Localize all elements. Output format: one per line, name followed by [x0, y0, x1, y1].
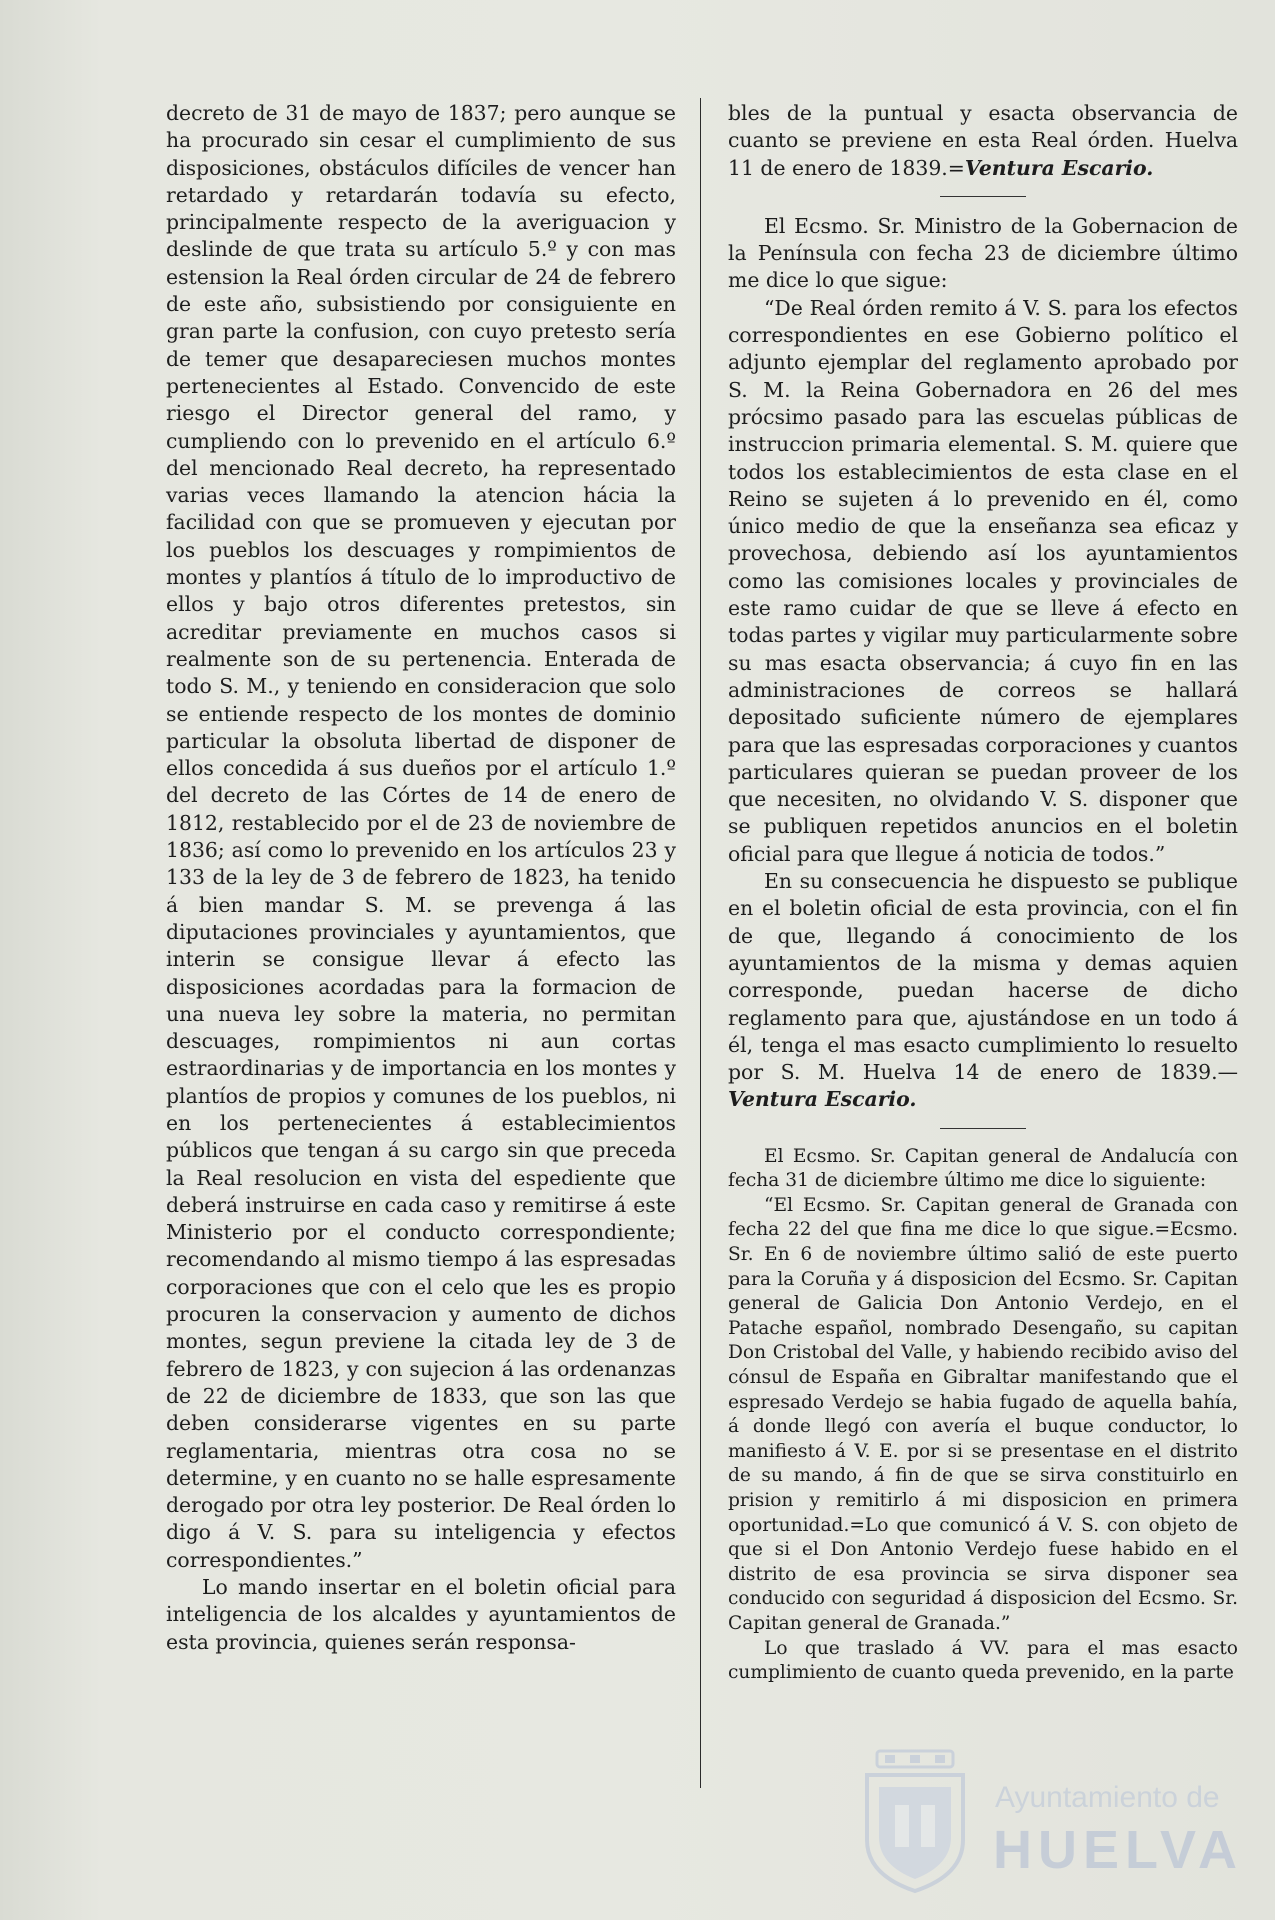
city-shield-icon: [855, 1745, 975, 1895]
left-paragraph-publication-order: Lo mando insertar en el boletin oficial para inteligencia de los alcaldes y ayuntamientos de esta provincia, quienes serán responsa-: [166, 1575, 676, 1654]
signature-ventura-escario-1: Ventura Escario.: [964, 155, 1154, 180]
left-column: [166, 100, 676, 1656]
watermark-line-2: HUELVA: [993, 1820, 1243, 1880]
captain-general-section: [728, 1145, 1238, 1686]
right-column: [728, 100, 1238, 1686]
right-paragraph-continuation: [728, 100, 1238, 182]
left-paragraph-royal-order: decreto de 31 de mayo de 1837; pero aunque se ha procurado sin cesar el cumplimiento de sus disposiciones, obstáculos difíciles de vencer han retardado y retardarán todavía su efecto, principalmente respecto de la averiguacion y deslinde de que trata su artículo 5.º y con mas estension la Real órden circular de 24 de febrero de este año, subsistiendo por consiguiente en gran parte la confusion, con cuyo pretesto sería de temer que desapareciesen muchos montes pertenecientes al Estado. Convencido de este riesgo el Director general del ramo, y cumpliendo con lo prevenido en el artículo 6.º del mencionado Real decreto, ha representado varias veces llamando la atencion hácia la facilidad con que se promueven y ejecutan por los pueblos los descuages y rompimientos de montes y plantíos á título de lo improductivo de ellos y bajo otros diferentes pretestos, sin acreditar previamente en muchos casos si realmente son de su pertenencia. Enterada de todo S. M., y teniendo en consideracion que solo se entiende respecto de los montes de dominio particular la obsoluta libertad de disponer de ellos concedida á sus dueños por el artículo 1.º del decreto de las Córtes de 14 de enero de 1812, restablecido por el de 23 de noviembre de 1836; así como lo prevenido en los artículos 23 y 133 de la ley de 3 de febrero de 1823, ha tenido á bien mandar S. M. se prevenga á las diputaciones provinciales y ayuntamientos, que interin se consigue llevar á efecto las disposiciones acordadas para la formacion de una nueva ley sobre la materia, no permitan descuages, rompimientos ni aun cortas estraordinarias y de importancia en los montes y plantíos de propios y comunes de los pueblos, ni en los pertenecientes á establecimientos públicos que tengan á su cargo sin que preceda la Real resolucion en vista del espediente que deberá instruirse en cada caso y remitirse á este Ministerio por el conducto correspondiente; recomendando al mismo tiempo á las espresadas corporaciones que con el celo que les es propio procuren la conservacion y aumento de dichos montes, segun previene la citada ley de 3 de febrero de 1823, y con sujecion á las ordenanzas de 22 de diciembre de 1833, que son las que deben considerarse vigentes en su parte reglamentaria, mientras otra cosa no se determine, y en cuanto no se halle espresamente derogado por otra ley posterior. De Real órden lo digo á V. S. para su inteligencia y efectos correspondientes.”: [166, 101, 676, 1572]
consequence-text: En su consecuencia he dispuesto se publique en el boletin oficial de esta provincia, con el fin de que, llegando á conocimiento de los ayuntamientos de la misma y demas aquien corresponde, puedan hacerse de dicho reglamento para que, ajustándose en un todo á él, tenga el mas esacto cumplimiento lo resuelto por S. M. Huelva 14 de enero de 1839.—: [728, 869, 1238, 1085]
right-paragraph-consequence: [728, 868, 1238, 1114]
continuation-text: bles de la puntual y esacta observancia de cuanto se previene en esta Real órden. Huelva 11 de enero de 1839.=: [728, 101, 1238, 180]
archive-watermark: [855, 1745, 1243, 1905]
section-separator-1: [940, 196, 1026, 197]
right-paragraph-captain-intro: El Ecsmo. Sr. Capitan general de Andalucía con fecha 31 de diciembre último me dice lo siguiente:: [728, 1145, 1238, 1192]
watermark-line-1: Ayuntamiento de: [995, 1781, 1220, 1814]
column-divider: [700, 98, 701, 1788]
right-paragraph-verdejo-quote: “El Ecsmo. Sr. Capitan general de Granada con fecha 22 del que fina me dice lo que sigue.=Ecsmo. Sr. En 6 de noviembre último salió de este puerto para la Coruña y á disposicion del Ecsmo. Sr. Capitan general de Galicia Don Antonio Verdejo, en el Patache español, nombrado Desengaño, su capitan Don Cristobal del Valle, y habiendo recibido aviso del cónsul de España en Gibraltar manifestando que el espresado Verdejo se habia fugado de aquella bahía, á donde llegó con avería el buque conductor, lo manifiesto á V. E. por si se presentase en el distrito de su mando, á fin de que se sirva constituirlo en prision y remitirlo á mi disposicion en primera oportunidad.=Lo que comunicó á V. S. con objeto de que si el Don Antonio Verdejo fuese habido en el distrito de esa provincia se sirva disponer sea conducido con seguridad á disposicion del Ecsmo. Sr. Capitan general de Granada.”: [728, 1194, 1238, 1634]
signature-ventura-escario-2: Ventura Escario.: [728, 1087, 917, 1112]
right-paragraph-minister-intro: El Ecsmo. Sr. Ministro de la Gobernacion de la Península con fecha 23 de diciembre último me dice lo que sigue:: [728, 213, 1238, 293]
section-separator-2: [940, 1128, 1026, 1129]
right-paragraph-regulation-quote: “De Real órden remito á V. S. para los efectos correspondientes en ese Gobierno político el adjunto ejemplar del reglamento aprobado por S. M. la Reina Gobernadora en 26 del mes prócsimo pasado para las escuelas públicas de instruccion primaria elemental. S. M. quiere que todos los establecimientos de esta clase en el Reino se sujeten á lo prevenido en él, como único medio de que la enseñanza sea eficaz y provechosa, debiendo así los ayuntamientos como las comisiones locales y provinciales de este ramo cuidar de que se lleve á efecto en todas partes y vigilar muy particularmente sobre su mas esacta observancia; á cuyo fin en las administraciones de correos se hallará depositado suficiente número de ejemplares para que las espresadas corporaciones y cuantos particulares quieran se puedan proveer de los que necesiten, no olvidando V. S. disponer que se publiquen repetidos anuncios en el boletin oficial para que llegue á noticia de todos.”: [728, 295, 1238, 866]
right-paragraph-transfer: Lo que traslado á VV. para el mas esacto cumplimiento de cuanto queda prevenido, en la parte: [728, 1637, 1238, 1684]
